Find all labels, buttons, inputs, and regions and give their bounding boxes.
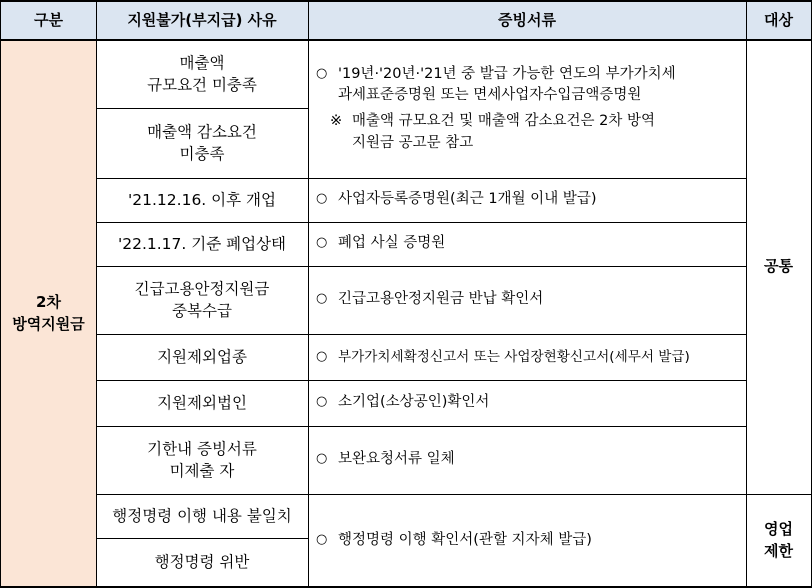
row-divider [96, 426, 746, 427]
row-divider [96, 108, 308, 109]
evidence-text: 행정명령 이행 확인서(관할 지자체 발급) [338, 531, 592, 548]
bullet-icon: ○ [316, 235, 328, 251]
bullet-icon: ○ [316, 531, 328, 547]
reason-missing-documents: 기한내 증빙서류 미제출 자 [147, 439, 257, 480]
evidence-tax-report [308, 334, 746, 380]
reason-excluded-industry: 지원제외업종 [157, 347, 247, 366]
evidence-sales-item [316, 64, 676, 108]
reason-admin-order-violation: 행정명령 위반 [154, 553, 250, 572]
col-divider [0, 0, 1, 588]
evidence-text: 폐업 사실 증명원 [338, 235, 446, 252]
evidence-business-registration [308, 178, 746, 222]
col-divider [96, 0, 97, 588]
evidence-sales [308, 40, 746, 178]
bullet-icon: ○ [316, 348, 328, 364]
reason-opened-after: '21.12.16. 이후 개업 [128, 190, 276, 209]
col-divider [746, 0, 747, 588]
table-top-border [0, 0, 812, 2]
row-divider [96, 222, 746, 223]
bullet-icon: ○ [316, 191, 328, 207]
header-reason: 지원불가(부지급) 사유 [96, 1, 308, 40]
bullet-icon: ○ [316, 65, 328, 81]
row-divider [96, 494, 812, 495]
evidence-sales-line1: '19년·'20년·'21년 중 발급 가능한 연도의 부가가치세 [338, 65, 676, 82]
reason-sales-size: 매출액 규모요건 미충족 [147, 53, 257, 94]
col-divider [308, 0, 309, 588]
evidence-text: 사업자등록증명원(최근 1개월 이내 발급) [338, 191, 597, 208]
reason-sales-decrease: 매출액 감소요건 미충족 [147, 122, 257, 163]
row-divider [96, 334, 746, 335]
target-restricted: 영업 제한 [764, 519, 793, 560]
header-category: 구분 [1, 1, 96, 40]
reason-duplicate-receipt: 긴급고용안정지원금 중복수급 [134, 279, 270, 320]
target-common: 공통 [764, 257, 793, 276]
evidence-text: 소기업(소상공인)확인서 [338, 394, 490, 411]
evidence-sales-note2: 지원금 공고문 참고 [352, 134, 474, 151]
evidence-sales-note [316, 111, 655, 155]
header-evidence: 증빙서류 [308, 1, 746, 40]
row-divider [96, 538, 308, 539]
category-cell: 2차 방역지원금 [1, 40, 96, 587]
row-divider [96, 178, 746, 179]
reason-excluded-corporation: 지원제외법인 [157, 393, 247, 412]
bullet-icon: ○ [316, 451, 328, 467]
evidence-admin-order [308, 494, 746, 587]
evidence-refund-confirmation [308, 266, 746, 334]
bullet-icon: ○ [316, 291, 328, 307]
row-divider [96, 266, 746, 267]
evidence-sales-note1: 매출액 규모요건 및 매출액 감소요건은 2차 방역 [352, 113, 656, 129]
reason-admin-order-mismatch: 행정명령 이행 내용 불일치 [112, 506, 292, 525]
note-mark-icon: ※ [330, 113, 343, 129]
header-target: 대상 [746, 1, 811, 40]
evidence-supplementary-docs [308, 426, 746, 494]
reason-closed: '22.1.17. 기준 폐업상태 [117, 234, 287, 253]
bullet-icon: ○ [316, 394, 328, 410]
row-divider [96, 380, 746, 381]
evidence-sales-line2: 과세표준증명원 또는 면세사업자수입금액증명원 [338, 87, 642, 104]
evidence-text: 부가가치세확정신고서 또는 사업장현황신고서(세무서 발급) [338, 348, 690, 365]
header-bottom-border [0, 39, 812, 41]
evidence-closure-certificate [308, 222, 746, 266]
evidence-text: 긴급고용안정지원금 반납 확인서 [338, 291, 544, 308]
evidence-text: 보완요청서류 일체 [338, 451, 455, 468]
evidence-small-business-cert [308, 380, 746, 426]
